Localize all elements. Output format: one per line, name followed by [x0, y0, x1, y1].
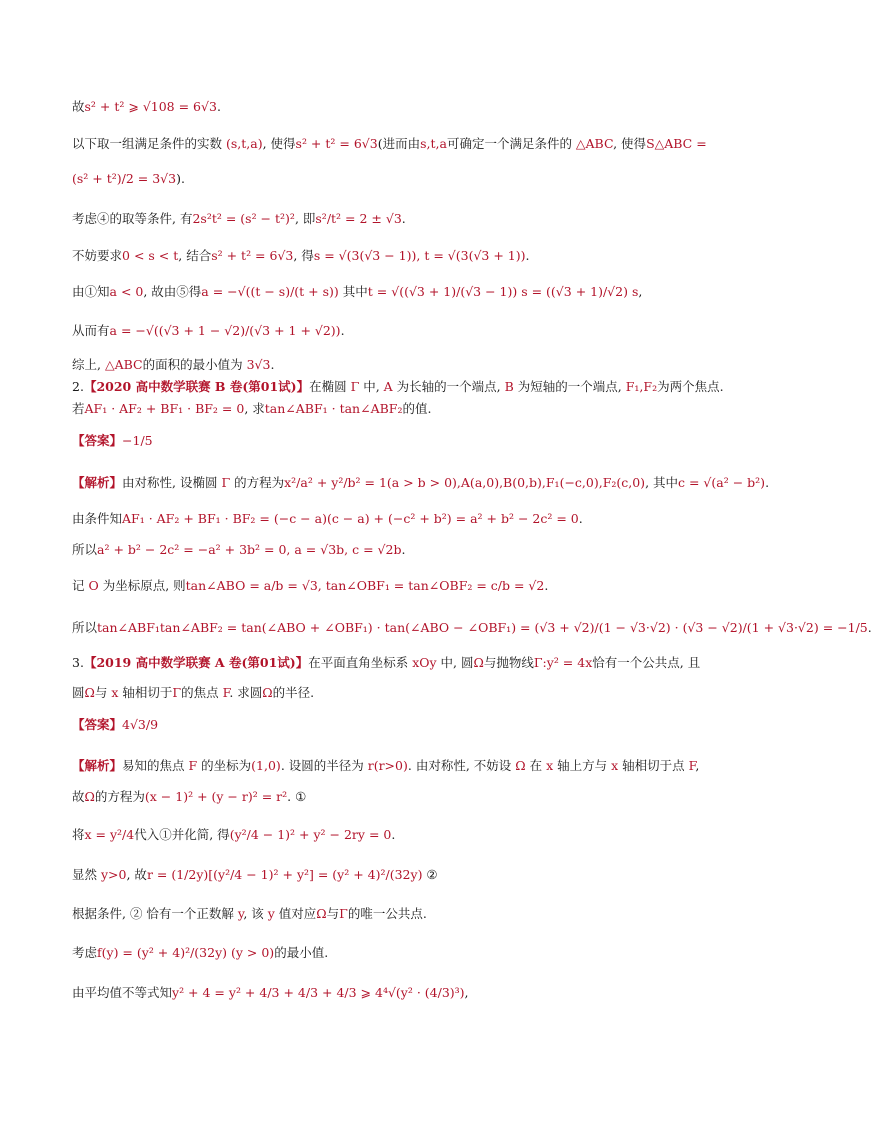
math-expression: a² + b² − 2c² = −a² + 3b² = 0, a = √3b, c = √2b [97, 542, 402, 557]
math-expression: Γ [172, 685, 182, 700]
text-segment: , [638, 284, 643, 299]
math-expression: a = −√((t − s)/(t + s)) [201, 284, 339, 299]
text-line [72, 788, 722, 806]
math-expression: S△ABC = [646, 136, 707, 151]
text-segment: , 结合 [178, 248, 212, 263]
math-expression: (x − 1)² + (y − r)² = r² [144, 789, 288, 804]
text-segment: . [216, 99, 221, 114]
text-segment: . [578, 511, 583, 526]
text-segment: (进而由 [377, 136, 421, 151]
text-segment: 恰有一个公共点, 且 [592, 655, 701, 670]
text-line [72, 98, 722, 116]
text-segment: 故 [72, 789, 85, 804]
math-expression: x [546, 758, 554, 773]
section-tag: 【2019 高中数学联赛 A 卷(第01试)】 [83, 655, 309, 670]
text-segment: , 使得 [613, 136, 647, 151]
text-line [72, 135, 722, 153]
text-segment: 为短轴的一个端点, [513, 379, 626, 394]
text-segment: . 设圆的半径为 [280, 758, 368, 773]
text-line [72, 432, 722, 450]
text-line [72, 378, 722, 396]
math-expression: s² + t² = 6√3 [211, 248, 294, 263]
text-segment: 的面积的最小值为 [142, 357, 247, 372]
text-line [72, 356, 722, 374]
text-segment: . [544, 578, 549, 593]
math-expression: y [267, 906, 275, 921]
math-expression: Ω [84, 685, 95, 700]
text-segment: , [695, 758, 700, 773]
text-segment: 将 [72, 827, 85, 842]
text-segment: , 即 [294, 211, 316, 226]
math-expression: Γ [350, 379, 360, 394]
text-segment: 代入①并化简, 得 [134, 827, 230, 842]
text-segment: 由①知 [72, 284, 110, 299]
math-expression: (y²/4 − 1)² + y² − 2ry = 0 [229, 827, 392, 842]
math-expression: y>0 [100, 867, 127, 882]
math-expression: A [383, 379, 393, 394]
math-expression: F [222, 685, 230, 700]
math-expression: F [188, 758, 198, 773]
math-expression: 2s²t² = (s² − t²)² [192, 211, 295, 226]
math-expression: F₁,F₂ [625, 379, 658, 394]
text-segment: 的方程为 [230, 475, 285, 490]
math-expression: a < 0 [109, 284, 144, 299]
text-segment: . [867, 620, 872, 635]
text-segment: 若 [72, 401, 85, 416]
math-expression: Ω [84, 789, 95, 804]
text-line [72, 577, 722, 595]
text-line [72, 619, 872, 637]
text-line [72, 541, 722, 559]
text-segment: ). [176, 171, 185, 186]
text-segment: . 求圆 [229, 685, 263, 700]
text-segment: . [391, 827, 396, 842]
math-expression: f(y) = (y² + 4)²/(32y) (y > 0) [97, 945, 275, 960]
text-segment: , 其中 [645, 475, 679, 490]
text-line [72, 247, 722, 265]
text-segment: 的最小值. [274, 945, 329, 960]
text-segment: . [340, 323, 345, 338]
math-expression: x [611, 758, 619, 773]
text-segment: 从而有 [72, 323, 110, 338]
math-expression: y [237, 906, 244, 921]
math-expression: Γ [339, 906, 348, 921]
math-expression: Ω [316, 906, 327, 921]
math-expression: r(r>0) [367, 758, 408, 773]
text-segment: 在 [525, 758, 547, 773]
text-segment: 综上, [72, 357, 105, 372]
text-line [72, 322, 722, 340]
math-expression: AF₁ · AF₂ + BF₁ · BF₂ = 0 [84, 401, 245, 416]
text-line [72, 400, 722, 418]
math-expression: x = y²/4 [84, 827, 135, 842]
math-expression: (s² + t²)/2 = 3√3 [72, 171, 177, 186]
section-tag: 【2020 高中数学联赛 B 卷(第01试)】 [83, 379, 310, 394]
math-expression: t = √((√3 + 1)/(√3 − 1)) s = ((√3 + 1)/√2) s [367, 284, 639, 299]
text-line [72, 826, 722, 844]
text-segment: 由对称性, 设椭圆 [122, 475, 222, 490]
text-segment: 与 [94, 685, 112, 700]
text-line [72, 757, 722, 775]
math-expression: y² + 4 = y² + 4/3 + 4/3 + 4/3 ⩾ 4⁴√(y² · (4/3)³) [172, 985, 465, 1000]
math-expression: c = √(a² − b²) [678, 475, 766, 490]
text-segment: 考虑 [72, 945, 98, 960]
math-expression: Γ:y² = 4x [533, 655, 593, 670]
text-segment: 易知的焦点 [122, 758, 189, 773]
text-segment: 的方程为 [94, 789, 145, 804]
text-segment: 其中 [338, 284, 368, 299]
text-segment: 为两个焦点. [657, 379, 724, 394]
math-expression: a = −√((√3 + 1 − √2)/(√3 + 1 + √2)) [109, 323, 341, 338]
section-tag: 【解析】 [72, 475, 123, 490]
text-segment: , 得 [293, 248, 314, 263]
text-segment: 为长轴的一个端点, [392, 379, 505, 394]
text-segment: 根据条件, ② 恰有一个正数解 [72, 906, 238, 921]
text-segment: , 求 [244, 401, 265, 416]
math-expression: Ω [515, 758, 526, 773]
text-segment: 由条件知 [72, 511, 123, 526]
text-segment: , 故由⑤得 [143, 284, 202, 299]
text-segment: . 由对称性, 不妨设 [407, 758, 516, 773]
section-tag: 【答案】 [72, 433, 123, 448]
math-expression: △ABC [575, 136, 614, 151]
math-expression: s² + t² ⩾ √108 = 6√3 [84, 99, 217, 114]
text-segment: 2. [72, 379, 84, 394]
math-expression: −1/5 [122, 433, 153, 448]
text-segment: 轴相切于点 [618, 758, 689, 773]
math-expression: AF₁ · AF₂ + BF₁ · BF₂ = (−c − a)(c − a) + (−c² + b²) = a² + b² − 2c² = 0 [122, 511, 579, 526]
text-segment: 可确定一个满足条件的 [446, 136, 576, 151]
text-segment: 3. [72, 655, 84, 670]
text-segment: 的焦点 [181, 685, 223, 700]
math-expression: x²/a² + y²/b² = 1(a > b > 0),A(a,0),B(0,b),F₁(−c,0),F₂(c,0) [284, 475, 646, 490]
math-expression: (s,t,a) [225, 136, 263, 151]
text-segment: . ① [287, 789, 307, 804]
text-segment: 轴上方与 [553, 758, 612, 773]
section-tag: 【解析】 [72, 758, 123, 773]
text-segment: 与 [326, 906, 340, 921]
text-segment: ② [422, 867, 438, 882]
math-expression: F [688, 758, 696, 773]
text-line [72, 716, 722, 734]
text-segment: 不妨要求 [72, 248, 123, 263]
text-segment: 与抛物线 [483, 655, 534, 670]
text-segment: , 故 [126, 867, 147, 882]
text-line [72, 866, 722, 884]
math-expression: 3√3 [246, 357, 271, 372]
math-expression: Γ [221, 475, 231, 490]
text-segment: . [401, 542, 406, 557]
text-segment: 的唯一公共点. [347, 906, 427, 921]
text-segment: 所以 [72, 620, 98, 635]
math-expression: tan∠ABO = a/b = √3, tan∠OBF₁ = tan∠OBF₂ = c/b = √2 [185, 578, 545, 593]
text-segment: . [270, 357, 275, 372]
math-expression: Ω [262, 685, 273, 700]
math-expression: Ω [473, 655, 484, 670]
math-expression: xOy [412, 655, 437, 670]
text-segment: 值对应 [274, 906, 317, 921]
math-expression: s²/t² = 2 ± √3 [315, 211, 402, 226]
text-line [72, 944, 722, 962]
text-segment: 以下取一组满足条件的实数 [72, 136, 226, 151]
text-line [72, 474, 770, 492]
text-line [72, 510, 722, 528]
text-segment: 轴相切于 [118, 685, 173, 700]
text-line [72, 905, 722, 923]
text-line [72, 984, 722, 1002]
text-line [72, 684, 722, 702]
math-expression: △ABC [104, 357, 143, 372]
text-line [72, 210, 722, 228]
math-expression: B [504, 379, 514, 394]
text-line [72, 170, 722, 188]
section-tag: 【答案】 [72, 717, 123, 732]
text-segment: 的坐标为 [197, 758, 252, 773]
math-expression: O [88, 578, 99, 593]
text-segment: 中, [359, 379, 384, 394]
text-segment: . [401, 211, 406, 226]
text-segment: 在椭圆 [309, 379, 351, 394]
text-segment: 考虑④的取等条件, 有 [72, 211, 193, 226]
math-expression: 4√3/9 [122, 717, 159, 732]
text-segment: 圆 [72, 685, 85, 700]
text-segment: 在平面直角坐标系 [308, 655, 413, 670]
math-expression: s = √(3(√3 − 1)), t = √(3(√3 + 1)) [313, 248, 526, 263]
text-segment: . [525, 248, 530, 263]
text-line [72, 654, 722, 672]
text-line [72, 283, 722, 301]
text-segment: 记 [72, 578, 89, 593]
text-segment: 所以 [72, 542, 98, 557]
text-segment: , [464, 985, 469, 1000]
text-segment: , 该 [243, 906, 268, 921]
math-expression: tan∠ABF₁ · tan∠ABF₂ [264, 401, 403, 416]
text-segment: . [765, 475, 770, 490]
text-segment: 的值. [402, 401, 432, 416]
math-expression: x [111, 685, 119, 700]
math-expression: s² + t² = 6√3 [295, 136, 378, 151]
text-segment: 显然 [72, 867, 101, 882]
math-expression: tan∠ABF₁tan∠ABF₂ = tan(∠ABO + ∠OBF₁) · tan(∠ABO − ∠OBF₁) = (√3 + √2)/(1 − √3·√2) · (√3 − √2)/(1 + √3·√2) = −1/5 [97, 620, 868, 635]
text-segment: 的半径. [272, 685, 315, 700]
math-expression: 0 < s < t [122, 248, 179, 263]
text-segment: 为坐标原点, 则 [98, 578, 186, 593]
math-expression: s,t,a [420, 136, 447, 151]
text-segment: 由平均值不等式知 [72, 985, 173, 1000]
text-segment: , 使得 [262, 136, 296, 151]
math-expression: r = (1/2y)[(y²/4 − 1)² + y²] = (y² + 4)²/(32y) [146, 867, 423, 882]
math-expression: (1,0) [251, 758, 281, 773]
text-segment: 故 [72, 99, 85, 114]
text-segment: 中, 圆 [436, 655, 474, 670]
